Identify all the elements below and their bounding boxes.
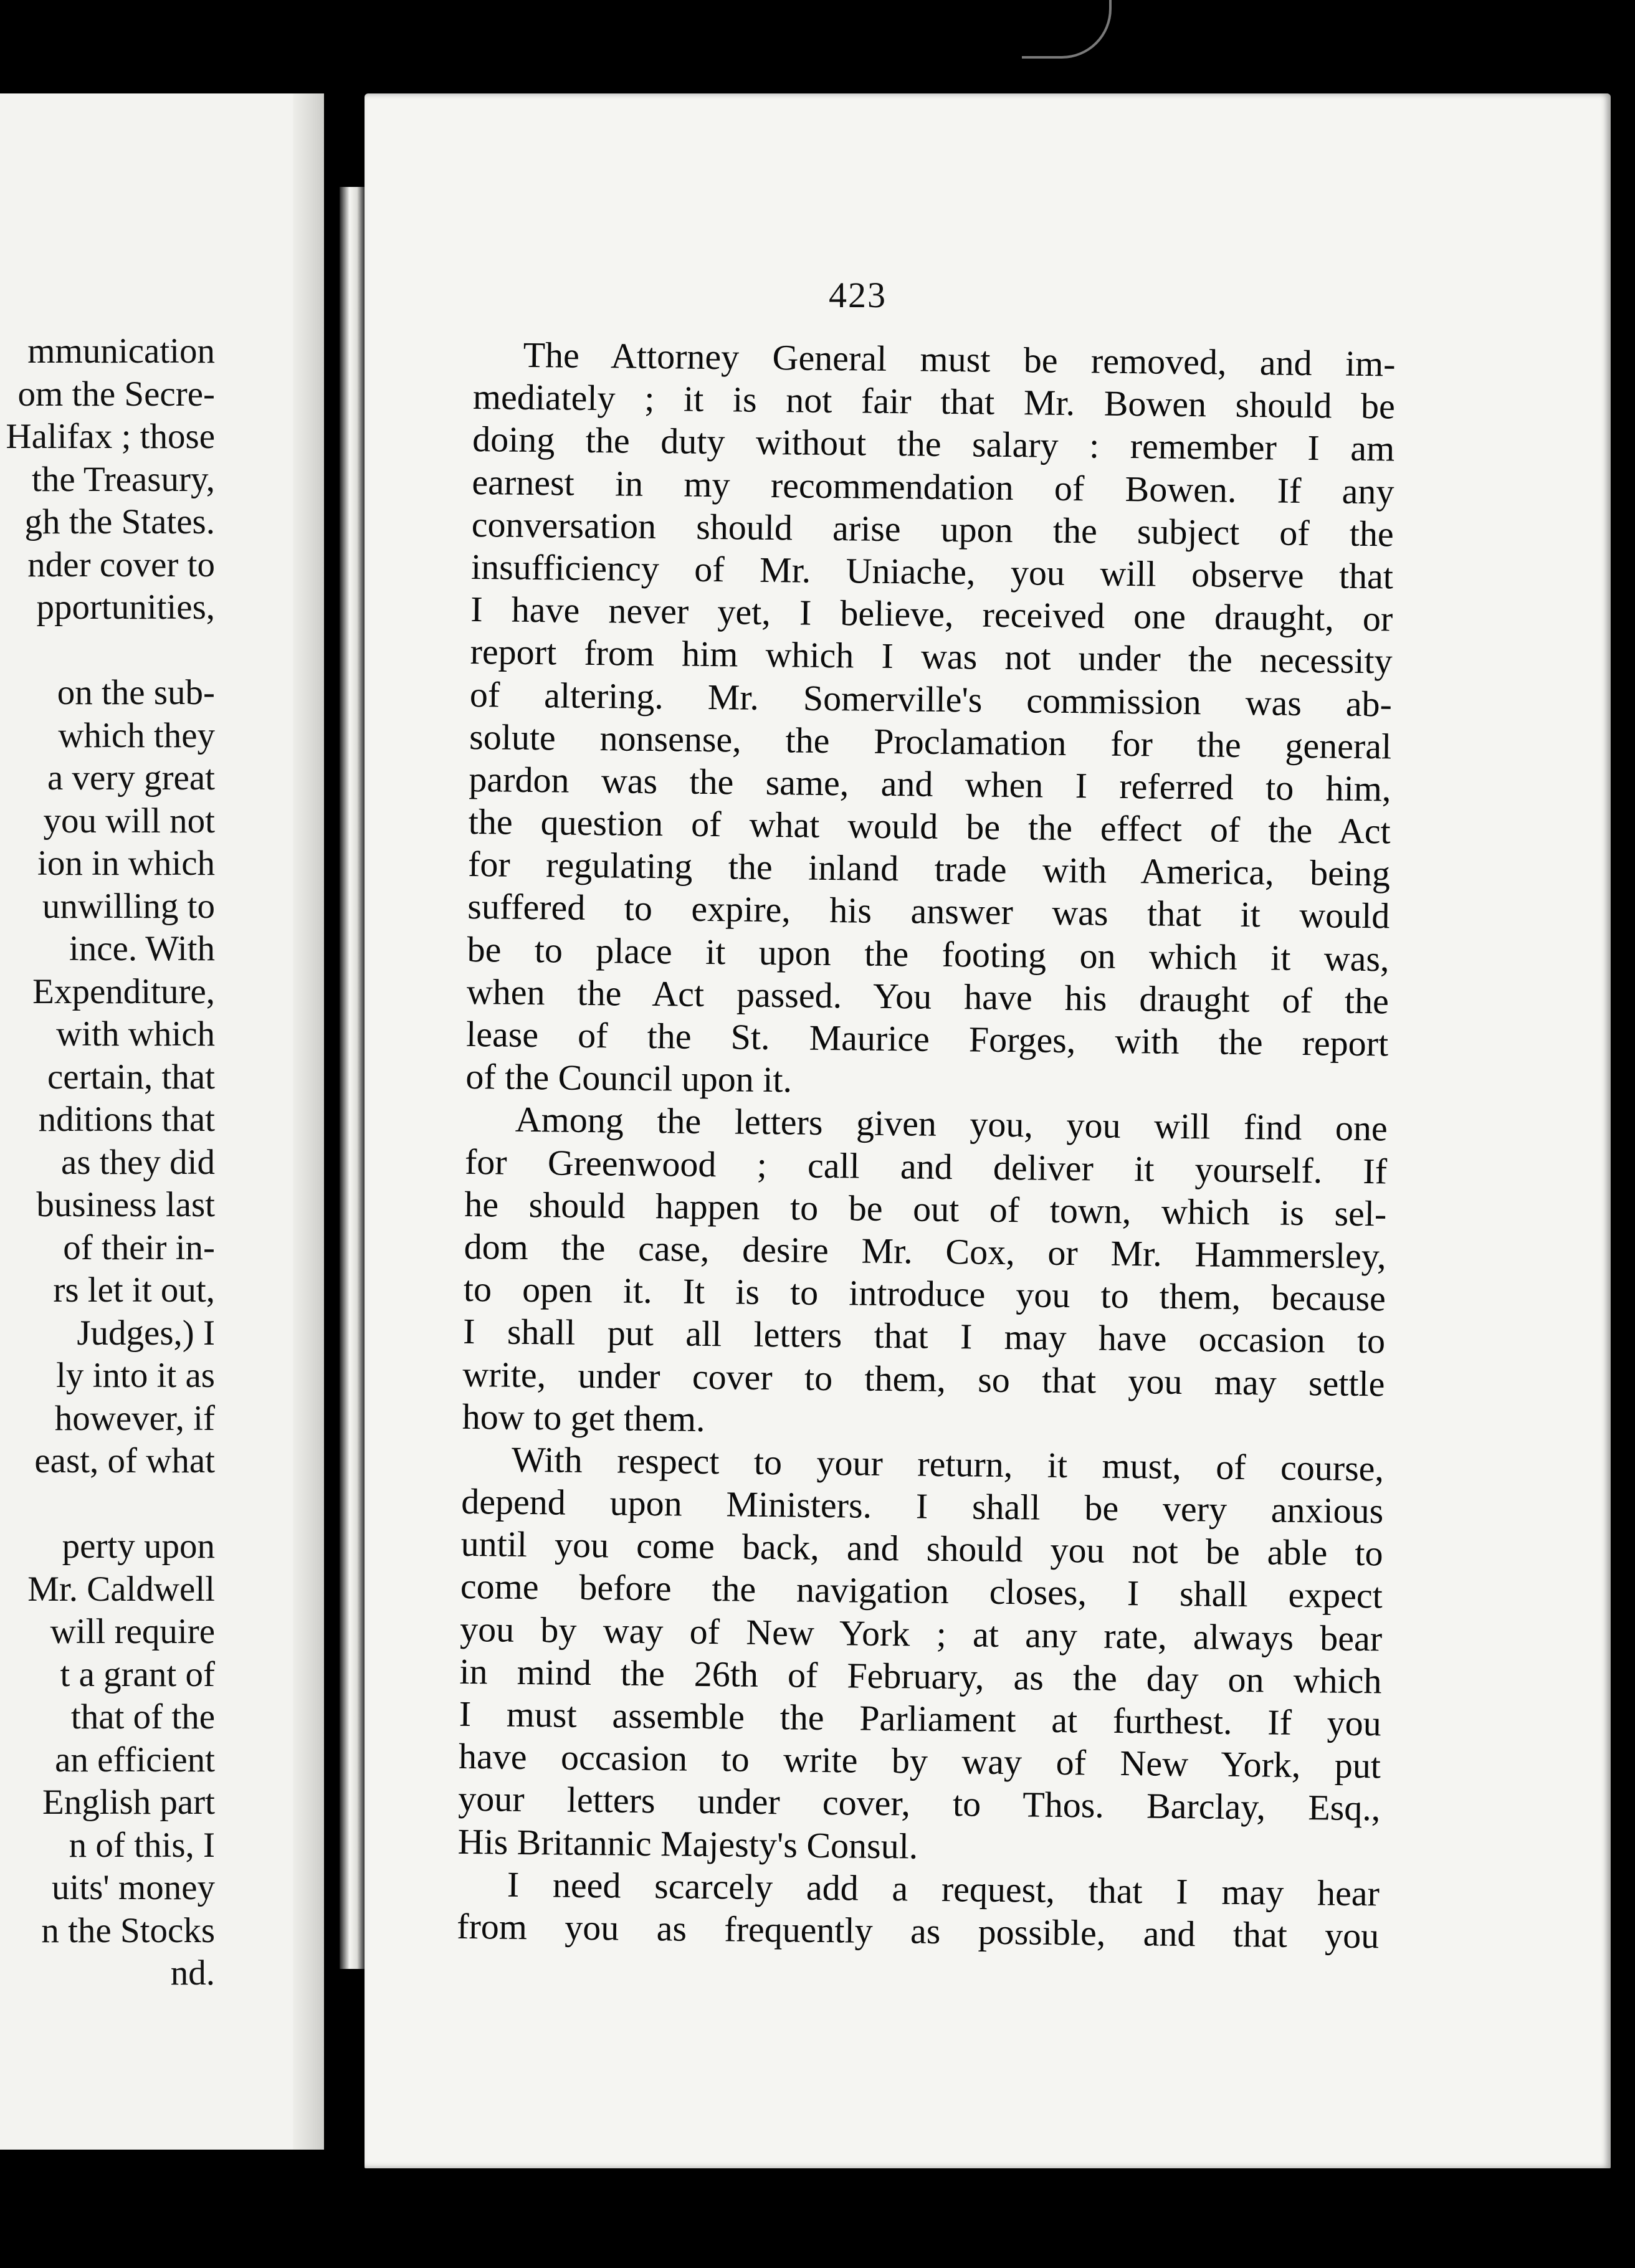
left-page-line: unwilling to [42, 886, 215, 926]
text-line: the question of what would be the effect of the Act [468, 801, 1391, 852]
text-line: of the Council upon it. [465, 1056, 793, 1100]
left-page-line: on the sub- [57, 673, 215, 712]
left-page-line: as they did [61, 1142, 215, 1182]
left-page-line: an efficient [55, 1740, 215, 1780]
left-page-line: Expenditure, [32, 971, 215, 1011]
left-page-line: Judges,) I [77, 1313, 215, 1353]
left-page-line: nditions that [38, 1100, 215, 1139]
left-page-gutter-shadow [293, 93, 324, 2150]
text-line: With respect to your return, it must, of course, [511, 1439, 1385, 1489]
text-line: of altering. Mr. Somerville's commission was ab- [469, 674, 1393, 724]
text-line: for Greenwood ; call and deliver it yourself. If [464, 1141, 1388, 1191]
text-line: you by way of New York ; at any rate, always bear [459, 1608, 1383, 1659]
text-line: have occasion to write by way of New York, put [458, 1736, 1381, 1786]
text-line: The Attorney General must be removed, and im- [523, 334, 1396, 384]
text-line: I need scarcely add a request, that I may hear [507, 1864, 1380, 1914]
left-page-line: n the Stocks [41, 1910, 215, 1950]
text-line: dom the case, desire Mr. Cox, or Mr. Hammersley, [464, 1226, 1386, 1277]
text-line: pardon was the same, and when I referred to him, [469, 758, 1391, 809]
left-page-line: business last [36, 1185, 215, 1224]
left-page-line: a very great [47, 758, 215, 798]
text-line: from you as frequently as possible, and that you [456, 1905, 1380, 1956]
text-line: insufficiency of Mr. Uniache, you will observe that [470, 546, 1394, 597]
left-page-line: you will not [43, 801, 215, 841]
text-line: write, under cover to them, so that you may settle [462, 1353, 1385, 1404]
left-page-line: with which [56, 1014, 215, 1054]
left-page-line: Mr. Caldwell [27, 1569, 215, 1609]
text-line: to open it. It is to introduce you to them, because [463, 1269, 1386, 1319]
left-page-line: uits' money [51, 1868, 215, 1907]
left-page-line: east, of what [34, 1441, 215, 1480]
left-page-line: which they [58, 715, 215, 755]
text-line: solute nonsense, the Proclamation for the general [469, 716, 1392, 767]
left-page-line: however, if [54, 1398, 215, 1438]
text-line: His Britannic Majesty's Consul. [457, 1821, 918, 1867]
left-page-line: om the Secre- [17, 374, 215, 414]
left-page-line [0, 629, 215, 672]
left-page-line: of their in- [63, 1227, 215, 1267]
text-line: doing the duty without the salary : remember I am [472, 419, 1395, 469]
page-number: 423 [829, 275, 887, 315]
text-line: lease of the St. Maurice Forges, with the report [465, 1013, 1389, 1064]
text-line: for regulating the inland trade with America, being [467, 844, 1391, 894]
text-line: suffered to expire, his answer was that it would [467, 886, 1390, 936]
left-page-line: n of this, I [69, 1825, 215, 1865]
left-page-line: will require [50, 1612, 215, 1651]
scan-artifact-mark [1022, 0, 1112, 59]
text-line: come before the navigation closes, I shall expect [460, 1566, 1383, 1616]
left-page-line: ince. With [69, 929, 215, 968]
left-page-line: the Treasury, [32, 459, 215, 499]
left-page-fragment [0, 93, 324, 2150]
text-line: mediately ; it is not fair that Mr. Bowen should be [472, 376, 1396, 427]
text-line: Among the letters given you, you will find one [515, 1099, 1388, 1149]
text-line: be to place it upon the footing on which it was, [467, 928, 1390, 979]
text-line: report from him which I was not under the necessity [470, 631, 1393, 682]
left-page-line: pportunities, [36, 588, 215, 627]
left-page-line [0, 1483, 215, 1526]
text-line: conversation should arise upon the subject of the [471, 503, 1394, 555]
left-page-line: t a grant of [60, 1654, 215, 1694]
text-line: how to get them. [462, 1396, 705, 1439]
text-line: your letters under cover, to Thos. Barclay, Esq., [458, 1778, 1381, 1829]
text-line: I have never yet, I believe, received one draught, or [470, 589, 1393, 639]
text-line: I must assemble the Parliament at furthest. If you [459, 1693, 1382, 1744]
left-page-line: certain, that [47, 1057, 215, 1097]
left-page-line: gh the States. [24, 502, 215, 541]
left-page-line: nd. [170, 1953, 215, 1993]
text-line: I shall put all letters that I may have occasion to [462, 1311, 1386, 1361]
body-text [457, 333, 1396, 1957]
left-page-line: nder cover to [27, 545, 215, 584]
left-page-line: Halifax ; those [6, 417, 215, 456]
left-page-line: rs let it out, [53, 1270, 215, 1310]
left-page-line: ly into it as [56, 1356, 215, 1395]
left-page-line: ion in which [37, 844, 215, 883]
text-line: he should happen to be out of town, which is sel- [464, 1183, 1387, 1234]
text-line: depend upon Ministers. I shall be very anxious [461, 1480, 1384, 1532]
text-line: when the Act passed. You have his draught of the [466, 971, 1390, 1022]
left-page-line: that of the [70, 1697, 215, 1737]
text-line: earnest in my recommendation of Bowen. If any [472, 461, 1394, 512]
left-page-text [0, 330, 215, 1995]
left-page-line: perty upon [62, 1527, 215, 1566]
text-line: until you come back, and should you not be able to [460, 1523, 1383, 1574]
text-line: in mind the 26th of February, as the day on which [459, 1651, 1382, 1702]
left-page-line: mmunication [27, 331, 215, 371]
left-page-line: English part [42, 1783, 215, 1822]
book-binding [340, 187, 365, 1969]
